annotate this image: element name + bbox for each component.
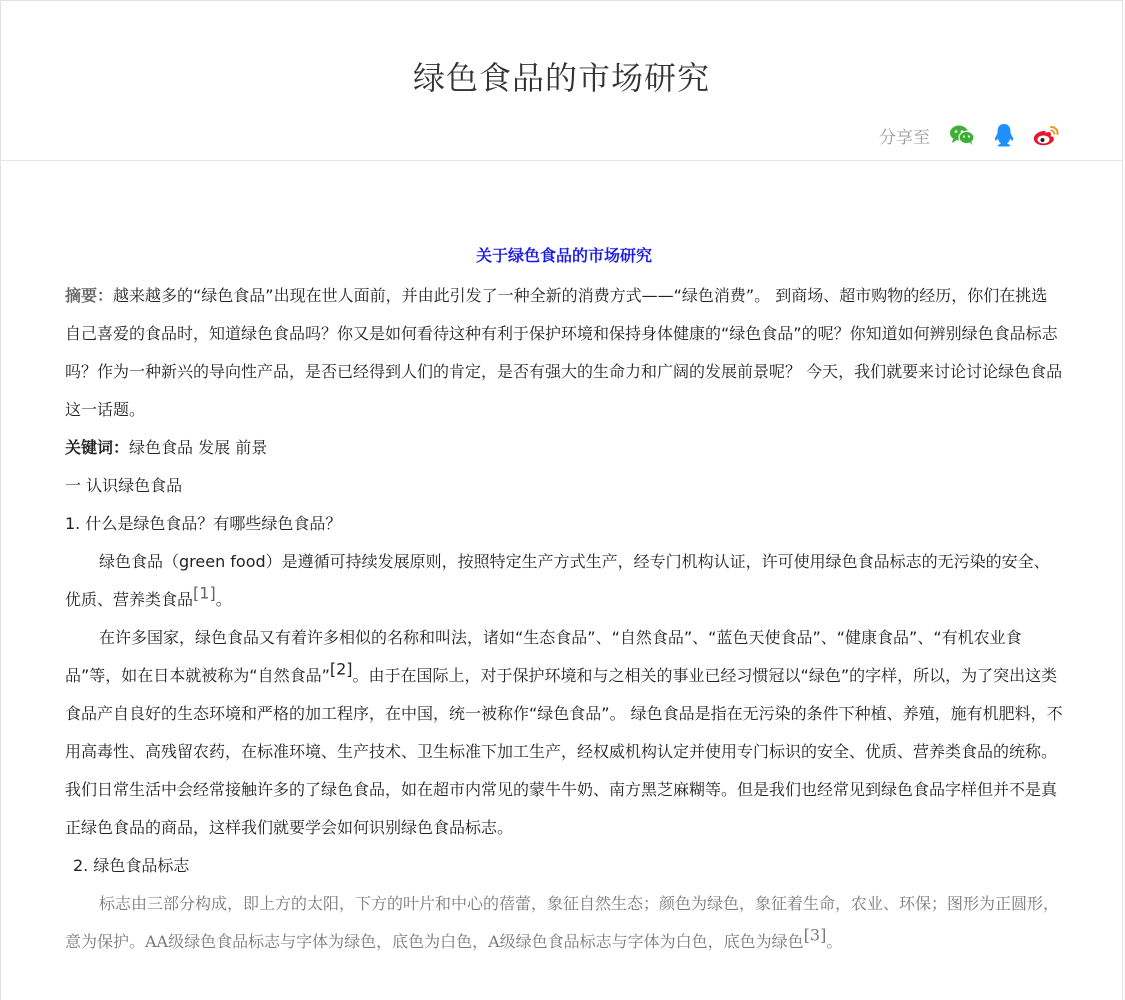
- abstract-text: 越来越多的“绿色食品”出现在世人面前，并由此引发了一种全新的消费方式——“绿色消费”。 到商场、超市购物的经历，你们在挑选自己喜爱的食品时，知道绿色食品吗？你又是如何看待这种有利于保护环境和保持身体健康的“绿色食品”的呢？你知道如何辨别绿色食品标志吗？作为一种新兴的导向性产品，是否已经得到人们的肯定，是否有强大的生命力和广阔的发展前景呢？ 今天，我们就要来讨论讨论绿色食品这一话题。: [65, 286, 1063, 419]
- paragraph-names-text-a: 在许多国家，绿色食品又有着许多相似的名称和叫法，诸如“生态食品”、“自然食品”、“蓝色天使食品”、“健康食品”、“有机农业食品”等，如在日本就被称为“自然食品”: [65, 628, 1022, 685]
- share-label: 分享至: [879, 127, 930, 148]
- paragraph-names: [65, 619, 1063, 771]
- keywords-text: 绿色食品 发展 前景: [129, 438, 268, 457]
- paragraph-end: 。: [826, 932, 843, 951]
- paragraph-definition-text: 绿色食品（green food）是遵循可持续发展原则，按照特定生产方式生产，经专门机构认证，许可使用绿色食品标志的无污染的安全、优质、营养类食品: [65, 552, 1050, 609]
- paragraph-definition: [65, 543, 1063, 619]
- article-body: [65, 241, 1063, 961]
- keywords-paragraph: [65, 429, 1063, 467]
- abstract-label: 摘要：: [65, 286, 114, 305]
- article-heading: 关于绿色食品的市场研究: [475, 246, 652, 265]
- section-title: 一 认识绿色食品: [65, 476, 183, 495]
- page-header: [1, 1, 1122, 161]
- paragraph-logo: [65, 885, 1063, 961]
- abstract-paragraph: [65, 277, 1063, 429]
- weibo-icon[interactable]: [1032, 121, 1060, 149]
- reference-2[interactable]: [2]: [329, 659, 353, 679]
- page-title: 绿色食品的市场研究: [412, 59, 710, 97]
- share-bar: [879, 121, 1060, 149]
- question-2: 2. 绿色食品标志: [73, 856, 190, 875]
- reference-3[interactable]: [3]: [803, 925, 827, 945]
- paragraph-logo-text: 标志由三部分构成，即上方的太阳，下方的叶片和中心的蓓蕾，象征自然生态；颜色为绿色，象征着生命，农业、环保；图形为正圆形，意为保护。AA级绿色食品标志与字体为绿色，底色为白色，A级绿色食品标志与字体为白色，底色为绿色: [65, 894, 1060, 951]
- paragraph-daily: 我们日常生活中会经常接触许多的了绿色食品，如在超市内常见的蒙牛牛奶、南方黑芝麻糊等。但是我们也经常见到绿色食品字样但并不是真正绿色食品的商品，这样我们就要学会如何识别绿色食品标志。: [65, 780, 1058, 837]
- paragraph-names-text-b: 。由于在国际上，对于保护环境和与之相关的事业已经习惯冠以“绿色”的字样，所以，为了突出这类食品产自良好的生态环境和严格的加工程序，在中国，统一被称作“绿色食品”。 绿色食品是指在无污染的条件下种植、养殖，施有机肥料，不用高毒性、高残留农药，在标准环境、生产技术、卫生标准下加工生产，经权威机构认定并使用专门标识的安全、优质、营养类食品的统称。: [65, 666, 1063, 761]
- wechat-icon[interactable]: [948, 121, 976, 149]
- paragraph-end: 。: [215, 590, 232, 609]
- reference-1[interactable]: [1]: [193, 583, 216, 603]
- keywords-label: 关键词：: [65, 438, 130, 457]
- question-1: 1. 什么是绿色食品？有哪些绿色食品？: [65, 514, 342, 533]
- qq-icon[interactable]: [990, 121, 1018, 149]
